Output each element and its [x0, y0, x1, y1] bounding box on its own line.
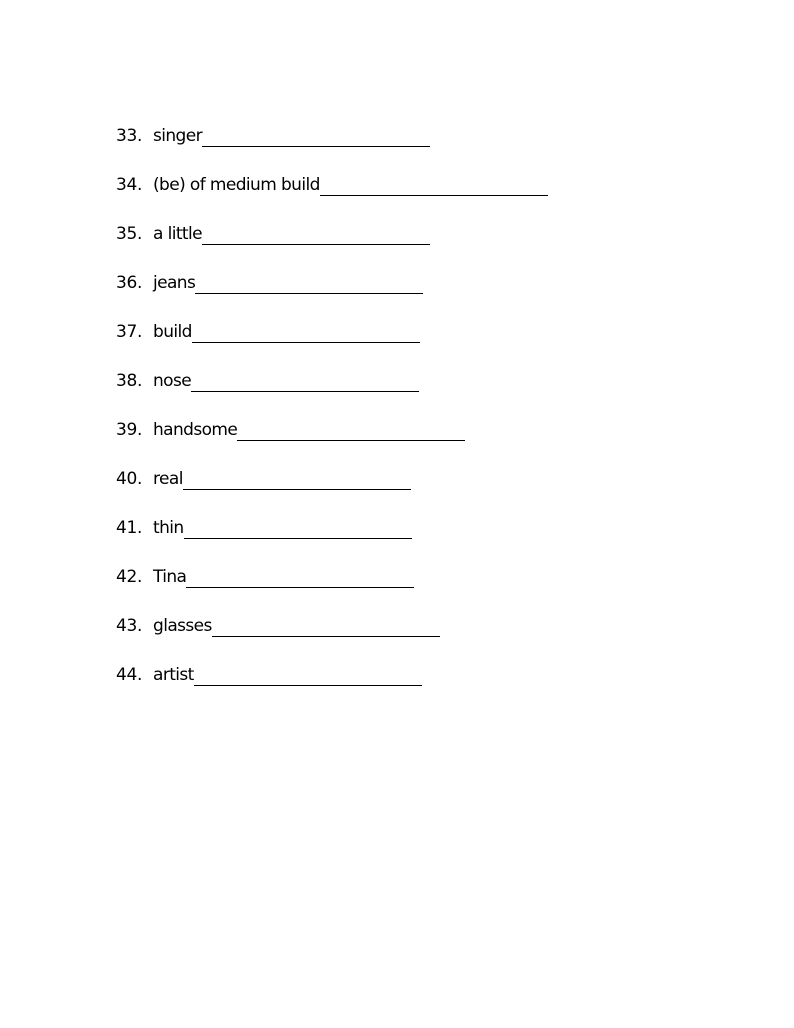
answer-blank[interactable]: [184, 518, 412, 539]
list-item: [116, 392, 548, 441]
item-word: singer: [153, 126, 202, 146]
item-number: 34.: [116, 175, 143, 195]
list-item: [116, 588, 548, 637]
item-number: 40.: [116, 469, 143, 489]
answer-blank[interactable]: [183, 469, 411, 490]
item-number: 42.: [116, 567, 143, 587]
item-word: nose: [153, 371, 192, 391]
item-number: 36.: [116, 273, 143, 293]
item-word: artist: [153, 665, 194, 685]
answer-blank[interactable]: [195, 273, 423, 294]
answer-blank[interactable]: [212, 616, 440, 637]
item-number: 38.: [116, 371, 143, 391]
item-number: 39.: [116, 420, 143, 440]
list-item: [116, 245, 548, 294]
item-number: 37.: [116, 322, 143, 342]
list-item: [116, 637, 548, 686]
item-word: thin: [153, 518, 184, 538]
answer-blank[interactable]: [202, 224, 430, 245]
item-word: glasses: [153, 616, 212, 636]
list-item: [116, 343, 548, 392]
vocabulary-list: [116, 98, 548, 686]
list-item: [116, 294, 548, 343]
list-item: [116, 490, 548, 539]
answer-blank[interactable]: [194, 665, 422, 686]
item-number: 43.: [116, 616, 143, 636]
item-number: 41.: [116, 518, 143, 538]
answer-blank[interactable]: [192, 322, 420, 343]
answer-blank[interactable]: [202, 126, 430, 147]
item-word: real: [153, 469, 183, 489]
answer-blank[interactable]: [191, 371, 419, 392]
item-word: a little: [153, 224, 202, 244]
item-number: 33.: [116, 126, 143, 146]
item-word: handsome: [153, 420, 238, 440]
item-word: (be) of medium build: [153, 175, 320, 195]
item-number: 35.: [116, 224, 143, 244]
answer-blank[interactable]: [186, 567, 414, 588]
item-word: Tina: [153, 567, 187, 587]
list-item: [116, 196, 548, 245]
list-item: [116, 147, 548, 196]
item-word: build: [153, 322, 192, 342]
list-item: [116, 441, 548, 490]
list-item: [116, 539, 548, 588]
list-item: [116, 98, 548, 147]
answer-blank[interactable]: [237, 420, 465, 441]
item-number: 44.: [116, 665, 143, 685]
answer-blank[interactable]: [320, 175, 548, 196]
item-word: jeans: [153, 273, 196, 293]
